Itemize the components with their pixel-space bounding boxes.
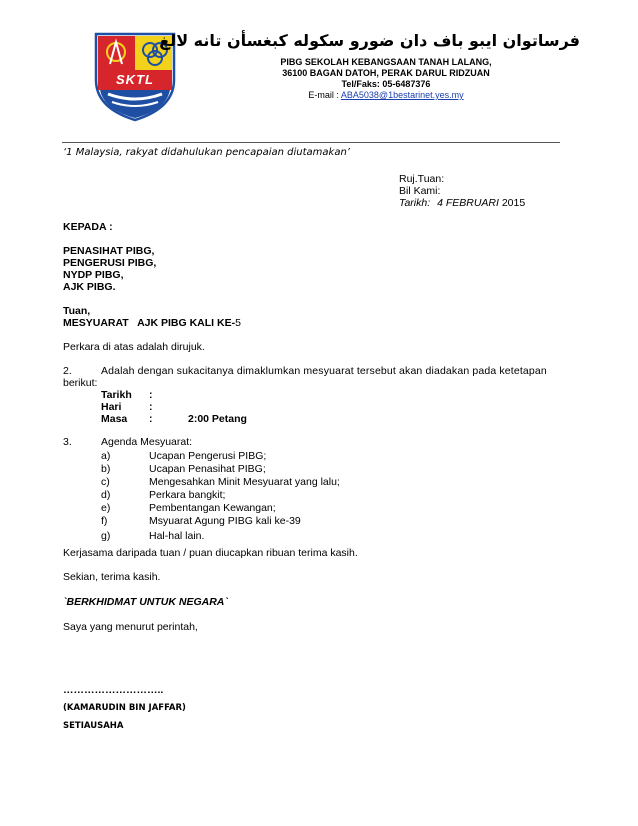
agenda-item: Ucapan Pengerusi PIBG; [149,450,267,462]
jawi-title: فرساتوان ايبو باف دان ضورو سكوله كبغسأن تانه لالغ [159,31,580,50]
recipient-item: PENASIHAT PIBG, [63,245,155,257]
tarikh-value: 4 FEBRUARI [437,197,499,209]
agenda-letter: c) [101,476,110,488]
signoff-text: Saya yang menurut perintah, [63,621,198,633]
para2-text-cont: berikut: [63,377,98,389]
tarikh-label: Tarikh: [399,197,431,209]
motto-berkhidmat: `BERKHIDMAT UNTUK NEGARA` [63,596,228,608]
email-line [254,90,518,101]
detail-sep: : [149,389,153,401]
agenda-item: Hal-hal lain. [149,530,205,542]
email-link[interactable]: ABA5038@1bestarinet.yes.my [340,90,464,100]
org-name: PIBG SEKOLAH KEBANGSAAN TANAH LALANG, [280,57,492,67]
logo-text: SKTL [116,72,154,87]
closing-text: Sekian, terima kasih. [63,571,161,583]
kepada-label: KEPADA : [63,221,113,233]
agenda-item: Ucapan Penasihat PIBG; [149,463,266,475]
agenda-letter: a) [101,450,111,462]
subject-text: MESYUARAT AJK PIBG KALI KE- [63,317,236,329]
signatory-title: SETIAUSAHA [63,721,124,731]
email-label: E-mail : [308,90,341,100]
agenda-letter: g) [101,530,111,542]
address-line: 36100 BAGAN DATOH, PERAK DARUL RIDZUAN [282,68,490,78]
subject-number: 5 [235,317,241,329]
agenda-item: Mengesahkan Minit Mesyuarat yang lalu; [149,476,340,488]
agenda-letter: d) [101,489,111,501]
recipient-item: PENGERUSI PIBG, [63,257,157,269]
detail-value: 2:00 Petang [188,413,247,425]
agenda-item: Pembentangan Kewangan; [149,502,276,514]
salutation: Tuan, [63,305,91,317]
tarikh-line [399,197,525,210]
intro-text: Perkara di atas adalah dirujuk. [63,341,205,353]
para2-text: Adalah dengan sukacitanya dimaklumkan mesyuarat tersebut akan diadakan pada ketetapan [101,365,547,377]
para3-number: 3. [63,436,72,448]
recipient-item: NYDP PIBG, [63,269,124,281]
detail-sep: : [149,413,153,425]
ruj-tuan: Ruj.Tuan: [399,173,445,185]
detail-label: Tarikh [101,389,132,401]
motto: ‘1 Malaysia, rakyat didahulukan pencapaian diutamakan’ [63,147,350,158]
phone-line: Tel/Faks: 05-6487376 [341,79,431,89]
subject-line [63,317,241,330]
header-divider [62,142,560,143]
bil-kami: Bil Kami: [399,185,441,197]
para2-number: 2. [63,365,72,377]
agenda-letter: b) [101,463,111,475]
detail-sep: : [149,401,153,413]
tarikh-year: 2015 [501,197,526,209]
agenda-letter: f) [101,515,108,527]
agenda-item: Msyuarat Agung PIBG kali ke-39 [149,515,301,527]
thanks-text: Kerjasama daripada tuan / puan diucapkan ribuan terima kasih. [63,547,358,559]
detail-label: Masa [101,413,128,425]
detail-label: Hari [101,401,122,413]
agenda-letter: e) [101,502,111,514]
signature-dots: ……………………….. [63,684,164,696]
recipient-item: AJK PIBG. [63,281,116,293]
agenda-title: Agenda Mesyuarat: [101,436,193,448]
signatory-name: (KAMARUDIN BIN JAFFAR) [63,703,186,713]
agenda-item: Perkara bangkit; [149,489,226,501]
